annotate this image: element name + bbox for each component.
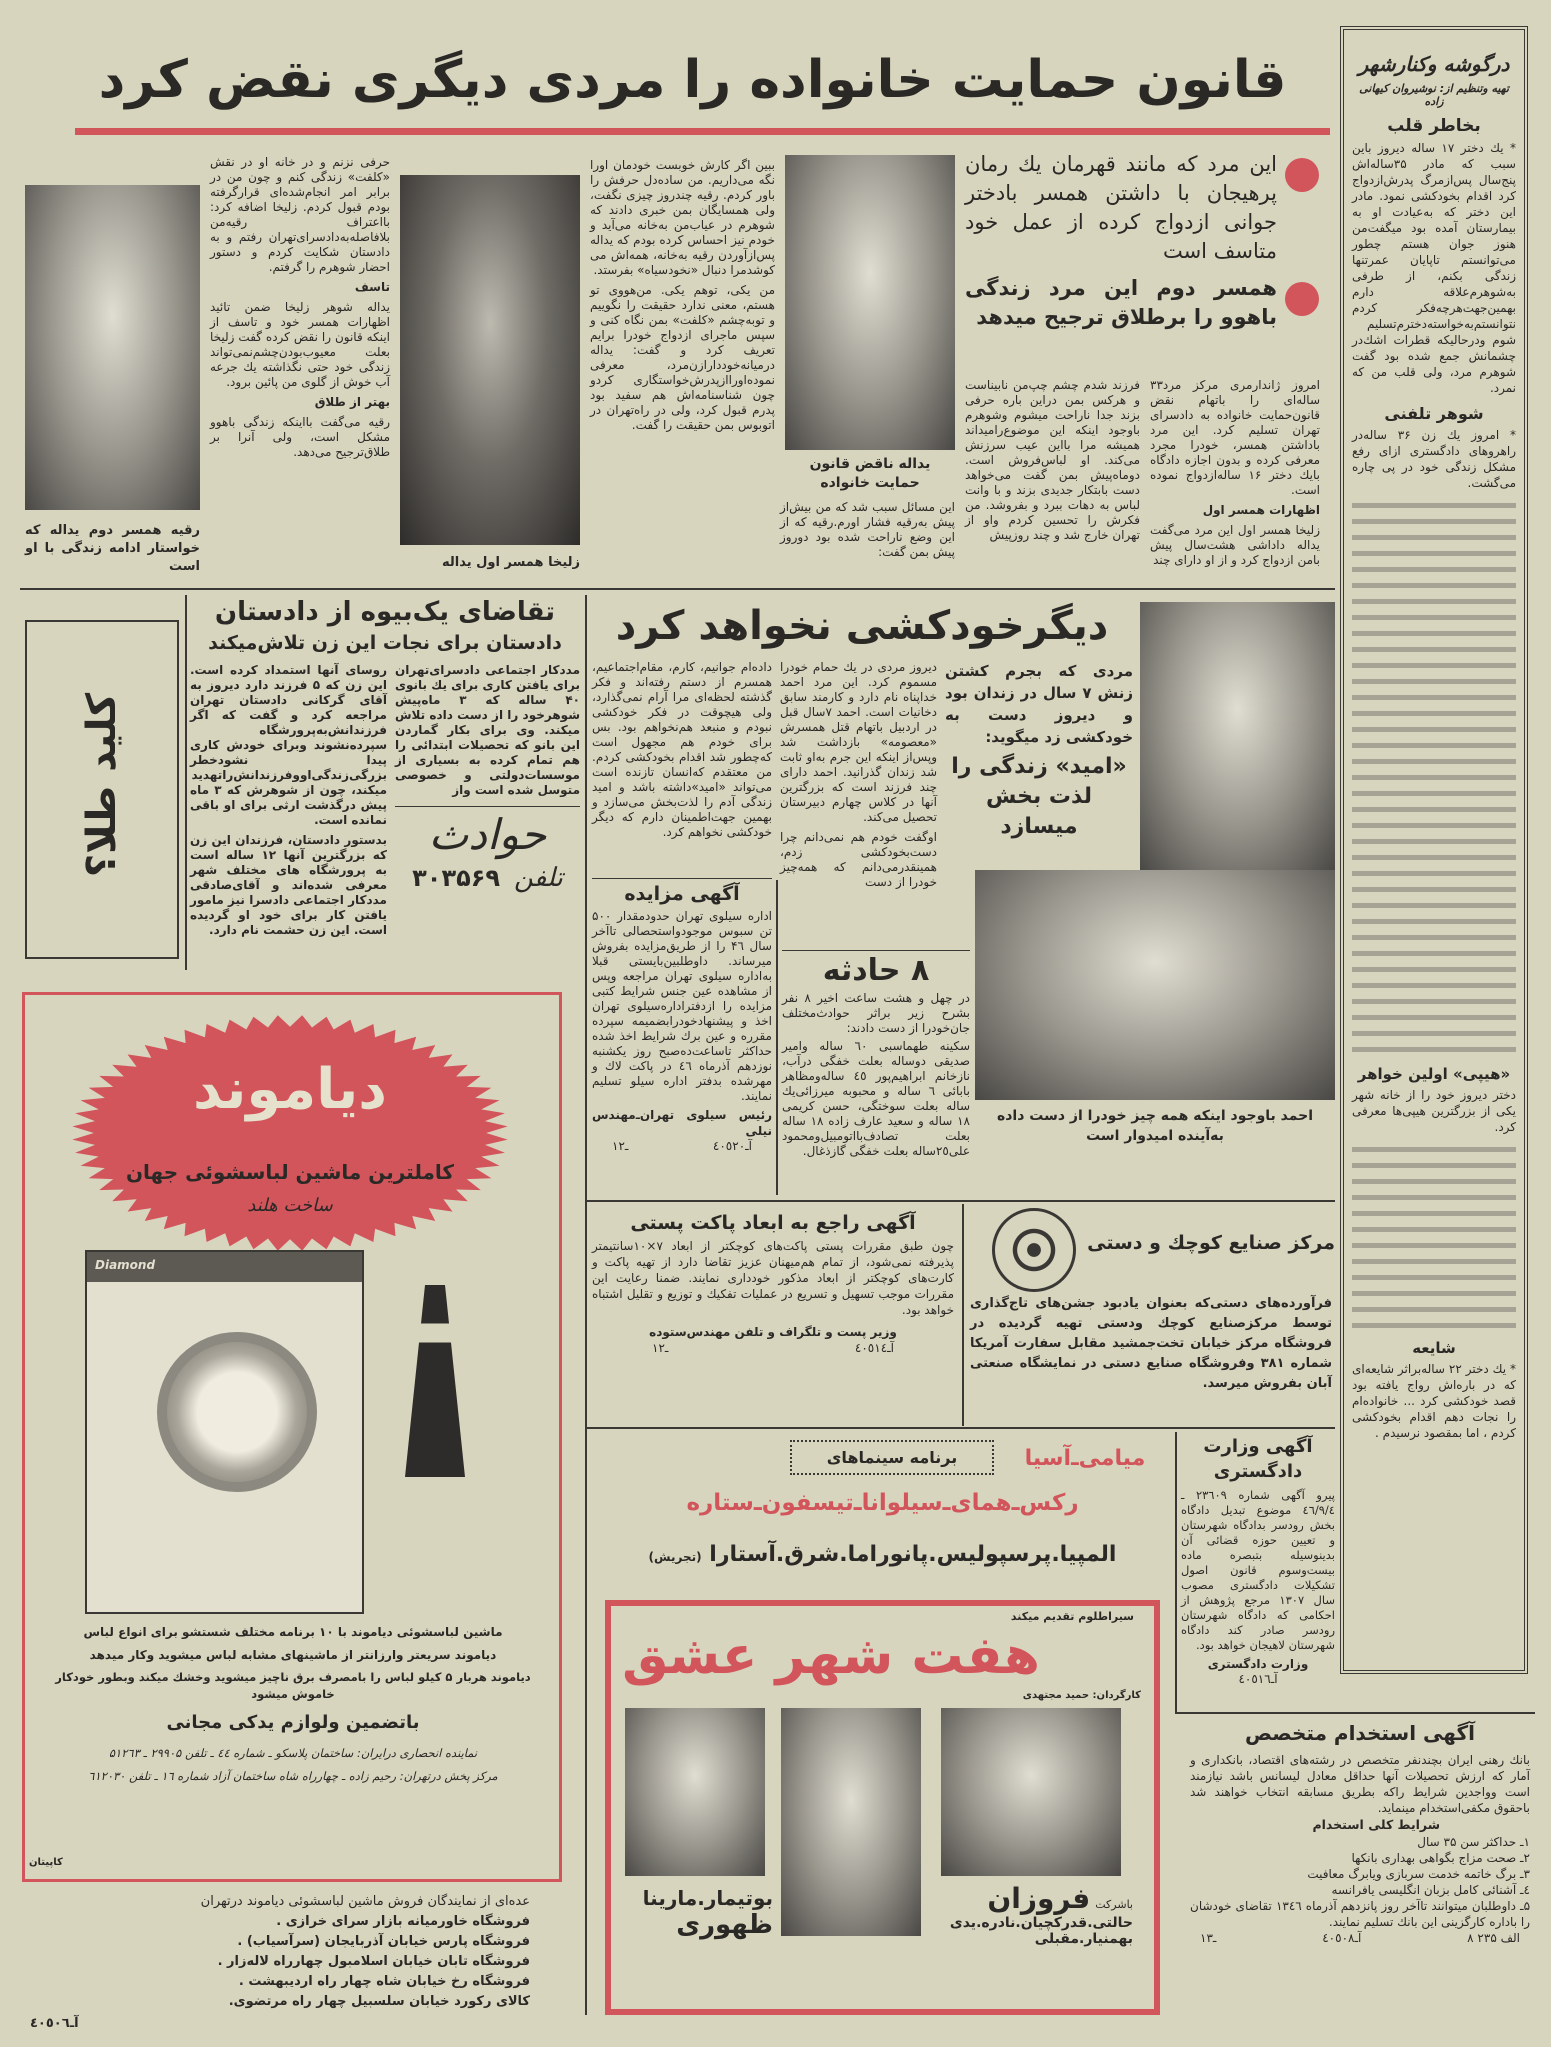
auction-notice-codes	[592, 1139, 772, 1153]
film-still-left	[625, 1708, 765, 1876]
dealers-list	[80, 1892, 530, 2012]
widow-story-column: مددکار اجتماعی دادسرای‌تهران برای یافتن کاری برای یك بانوی ۴۰ ساله که ۳ ماه‌پیش شوهرخود را از دست داده تلاش میکند. وی برای بکار گماردن این بانو که تحصیلات ابتدائی را هم تمام کرده به بسیاری از موسسات‌دولتی و خصوصی متوسل شده است واز	[395, 663, 580, 797]
widow-story-columns	[190, 663, 580, 943]
cinema-program-label: برنامه سینماهای	[790, 1440, 994, 1475]
diamond-origin: ساخت هلند	[247, 1195, 333, 1216]
paragraph: امروز ژاندارمری مرکز مرد۳۳ ساله‌ای را باتهام نقض قانون‌حمایت خانواده به دادسرای تهران تسلیم کرد. این مرد باداشتن همسر، خودرا مجرد معرفی کرده و بدون اجازه دادگاه بایك دختر ۱۶ ساله‌ازدواج نموده است.	[1150, 378, 1320, 497]
photo-ahmad	[1140, 602, 1335, 870]
diamond-distribution: مرکز پخش درتهران: رحیم زاده ـ چهارراه شاه ساختمان آزاد شماره ۱٦ ـ تلفن ٦۱۲۰۳۰	[88, 1769, 498, 1783]
employment-conditions-list	[1190, 1834, 1530, 1930]
woman-illustration	[385, 1285, 485, 1605]
film-cast-left	[621, 1886, 773, 1940]
photo-caption: رقیه همسر دوم یداله که خواستار ادامه زندگی با او است	[25, 523, 200, 574]
accidents-phone-row	[395, 863, 580, 893]
cast-line: حالتی.قدرکچیان.نادره.یدی	[949, 1915, 1133, 1931]
sidebar-byline: تهیه وتنظیم از: نوشیروان کیهانی زاده	[1359, 82, 1509, 108]
employment-ad-text: بانك رهنی ایران بچندنفر متخصص در رشته‌های اقتصاد، بانکداری و آمار که ارزش تحصیلات آنها حداقل معادل لیسانس باشد نیازمند است وواجدین شرایط راکه بطریق مسابقه انتخاب خواهند شد باحقوق مکفی‌استخدام مینماید.	[1190, 1753, 1530, 1815]
cinema-list-names: المپیا.پرسپولیس.پانوراما.شرق.آستارا	[709, 1542, 1117, 1567]
top-story-deck-1: این مرد که مانند قهرمان یك رمان پرهیجان با داشتن همسر بادختر جوانی ازدواج کرده از عمل خود متاسف است	[965, 152, 1277, 263]
column-rule	[962, 1204, 964, 1426]
sidebar-section-text: * امروز یك زن ۳۶ ساله‌در راهروهای دادگستری ازای رفع مشکل زندگی خود در پی چاره می‌گشت.	[1352, 428, 1516, 490]
cast-line: ظهوری	[676, 1910, 773, 1940]
paragraph: ببین اگر کارش خوبست خودمان اورا نگه می‌داریم. من ساده‌دل حرفش را باور کردم. رقیه چندروز چیزی نگفت، ولی همسایگان بمن خبری دادند که شوهرم در عیاب‌من به‌خانه می‌آید و خودم نیز احساس کرده بودم که یداله پس‌ازآوردن رقیه به‌خانه، همه‌اش می کوشدمرا دنبال «نخودسیاه» بفرستد.	[590, 158, 775, 277]
auction-notice	[592, 878, 772, 1153]
column-rule	[585, 595, 587, 2015]
postal-notice-codes	[592, 1341, 954, 1355]
photo-roghieh	[25, 185, 200, 510]
accidents-box	[395, 806, 580, 917]
column-rule	[185, 595, 187, 970]
section-divider	[585, 1427, 1335, 1429]
sidebar-filler-text	[1352, 1141, 1516, 1331]
suicide-story-deck-block	[945, 660, 1133, 842]
sidebar-column-title: درگوشه وکنارشهر	[1358, 52, 1510, 76]
eight-accidents-intro: در چهل و هشت ساعت اخیر ۸ نفر بشرح زیر براثر حوادث‌مختلف جان‌خودرا از دست دادند:	[782, 991, 970, 1035]
top-story-column	[590, 158, 775, 438]
photo-caption: زلیخا همسر اول یداله	[442, 555, 580, 570]
ministry-notice	[1181, 1434, 1335, 1687]
film-still-center	[781, 1708, 921, 1936]
condition-item: ۳ـ برگ خاتمه خدمت سربازی ویابرگ معافیت	[1307, 1867, 1530, 1881]
paragraph: یداله شوهر زلیخا ضمن تائید اظهارات همسر خود و تاسف از اینکه قانون را نقض کرده گفت زلیخا بعلت معیوب‌بودن‌چشم‌نمی‌تواند زندگی خود حتی نگذاشته یك جرعه آب خوش از گلوی من پائین برود.	[210, 300, 390, 389]
cinema-list-line-1: میامی‌ـ‌آسیا	[1024, 1446, 1146, 1471]
paragraph: زلیخا همسر اول این مرد می‌گفت یداله داداشی هشت‌سال پیش بامن ازدواج کرد و از او دارای چند	[1150, 523, 1320, 567]
auction-notice-signature: رئیس سیلوی تهران‌ـ‌مهندس نیلی	[592, 1108, 772, 1138]
washing-machine-illustration	[85, 1250, 364, 1614]
condition-item: ۱ـ حداکثر سن ۳۵ سال	[1417, 1835, 1530, 1849]
top-story-column	[965, 378, 1140, 548]
cinema-list-note: (تجریش)	[648, 1550, 702, 1564]
top-story-column	[210, 155, 390, 465]
eight-accidents-text: سکینه طهماسبی ٦۰ ساله وامیر صدیقی دوساله بعلت خفگی درآب، نازخانم ابراهیم‌پور ٤٥ ساله‌ومظاهر بابائی ٦ ساله و محبوبه میرزائی‌یك ساله بعلت سوختگی، حسن کریمی ۱۸ ساله و سعید عارف زاده ۱۸ ساله بعلت تصادف‌بااتومبیل‌ومحمود علی۲٥ساله بعلت خفگی گازذغال.	[782, 1039, 970, 1158]
sidebar-sections	[1344, 116, 1524, 1441]
diamond-tagline: کاملترین ماشین لباسشوئی جهان	[125, 1160, 455, 1184]
film-cast-right	[933, 1882, 1133, 1947]
film-presenter: سیراطلوم تقدیم میکند	[1010, 1610, 1134, 1623]
dealer-item: فروشگاه رخ خیابان شاه چهار راه اردیبهشت .	[238, 1974, 530, 1989]
suicide-story-headline: دیگرخودکشی نخواهد کرد	[615, 603, 1109, 649]
postal-notice-text: چون طبق مقررات پستی پاکت‌های کوچکتر از ابعاد ۷×۱۰سانتیمتر پذیرفته نمی‌شود، از تمام هم‌میهنان عزیز تقاضا دارد از تهیه پاکت و کارت‌های کوچکتر از ابعاد مذکور خودداری نمایند. ضمنا رعایت این مقررات موجب تسهیل و تسریع در عملیات تفکیك و توزیع و تقلیل اشتباه خواهد بود.	[592, 1239, 954, 1317]
section-divider	[1175, 1712, 1535, 1714]
top-story-column	[1150, 378, 1320, 573]
condition-item: ۲ـ صحت مزاج بگواهی بهداری بانکها	[1351, 1851, 1530, 1865]
eight-accidents-title: ۸ حادثه	[822, 953, 930, 988]
subheading: بهتر از طلاق	[314, 395, 390, 409]
photo-caption: یداله ناقض قانون حمایت خانواده	[809, 456, 931, 491]
film-director: کارگردان: حمید مجتهدی	[1022, 1690, 1141, 1701]
diamond-ad-copy	[43, 1623, 543, 1785]
film-title: هفت شهر عشق	[622, 1626, 1040, 1686]
paragraph: دیروز مردی در یك حمام خودرا مسموم کرد. این مرد احمد خداپناه نام دارد و کارمند سابق دخانیات است. احمد ۷سال قبل در اردبیل باتهام قتل همسرش «معصومه» بازداشت شد وپس‌از اینکه این جرم به‌او ثابت شد زندان گذرانید. احمد دارای چند فرزند است که بزرگترین آنها در کلاس چهارم دبیرستان تحصیل می‌کند.	[780, 660, 937, 824]
diamond-line-3: دیاموند هربار ۵ کیلو لباس را بامصرف برق ناچیز میشوید وخشك میکند وبطور خودکار خاموش میشود	[55, 1670, 531, 1701]
widow-story	[190, 595, 580, 943]
suicide-story-column	[780, 660, 937, 895]
condition-item: ۵ـ داوطلبان میتوانند تاآخر روز پانزدهم آذرماه ۱۳٤٦ تقاضای خودشان را باداره کارگزینی این بانك تسلیم نمایند.	[1190, 1899, 1531, 1929]
cast-line: بوتیمار.مارینا	[642, 1886, 773, 1910]
paragraph: داده‌ام جوانیم، کارم، مقام‌اجتماعیم، همسرم از دستم رفته‌اند و فکر گذشته لحظه‌ای مرا آرام نمی‌گذارد، ولی هیچوقت در فکر خودکشی نبودم و منبعد هم‌نخواهم بود. بس برای خودم هم مجهول است که‌چطور شد اقدام بخودکشی کردم. من معتقدم که‌انسان تازنده است می‌تواند «امید»داشته باشد و امید زندگی آدم را لذت‌بخش می‌سازد و بهمین جهت‌اطمینان دارم که دیگر خودکشی نخواهم کرد.	[592, 660, 772, 839]
sidebar-section-text: * یك دختر ۲۲ ساله‌بر‌اثر شایعه‌ای که در باره‌اش رواج یافته بود قصد خودکشی کرد ... خانواده‌ام را نجات دهم اقدام بخودکشی کردم ، اما بمقصود نرسیدم .	[1352, 1362, 1517, 1440]
top-story-column	[780, 500, 955, 565]
auction-notice-text: اداره سیلوی تهران حدودمقدار ۵۰۰ تن سبوس موجودواستحصالی تاآخر سال ۴٦ را از طریق‌مزایده بفروش میرساند. داوطلبین‌بایستی قبلا به‌اداره سیلوی تهران مراجعه وپس از مشاهده عین جنس شرایط کتبی مزایده را ازدفتراداره‌سیلوی تهران اخذ و پیشنهادخودرابضمیمه سپرده مقرره و عین برك شرایط اخذ شده حداکثر تاساعت‌ده‌صبح روز یکشنبه نوزدهم آذرماه ٤٦ در پاکت لاك و مهرشده بدفتر اداره سیلو تسلیم نمایند.	[592, 909, 773, 1103]
sidebar-section-title: شایعه	[1412, 1339, 1456, 1357]
column-rule	[776, 880, 778, 1195]
postal-notice-signature: وزیر پست و تلگراف و تلفن مهندس‌ستوده	[649, 1325, 897, 1339]
handicraft-ad-title: مرکز صنایع کوچك و دستی	[1087, 1232, 1335, 1254]
employment-ad-codes	[1190, 1930, 1530, 1947]
handicraft-emblem-icon	[992, 1208, 1076, 1292]
sidebar-section-text: دختر دیروز خود را از خانه‌ شهر یکی از بزرگترین هیپی‌ها معرفی کرد.	[1352, 1088, 1516, 1134]
paragraph: روسای آنها استمداد کرده است. این زن که ۵ فرزند دارد دیروز به آقای گرکانی دادستان تهران مراجعه کرد و گفت که اگر فرزندانش‌به‌پرورشگاه سپرده‌نشوند وبرای خودش کاری پیدا نشودخطر بزرگی‌زندگی‌اووفرزندانش‌راتهدید میکند، چون از شوهرش که ۳ ماه پیش درگذشت ارثی برای او باقی نمانده است.	[190, 663, 387, 827]
ministry-notice-code: آـ٤٠٥١٦	[1238, 1672, 1278, 1686]
section-divider	[20, 588, 1335, 590]
ministry-notice-text: پیرو آگهی شماره ۲۳٦۰۹ ـ ٤٦/۹/٤ موضوع تبدیل دادگاه بخش رودسر بدادگاه شهرستان و تعیین حوزه قضائی آن بدینوسیله بتبصره ماده بیست‌وسوم قانون اصول تشکیلات دادگستری مصوب سال ۱۳۰۷ مرجع پژوهش از احکامی که دادگاه شهرستان رودسر صادر کند دادگاه شهرستان لاهیجان خواهد بود.	[1181, 1488, 1336, 1652]
eight-accidents	[782, 950, 970, 1159]
subheading: اظهارات همسر اول	[1202, 503, 1320, 517]
postal-notice-code: آـ٤٠٥١٤	[854, 1341, 894, 1355]
ministry-notice-signature: وزارت دادگستری	[1207, 1657, 1309, 1671]
dealers-code: آـ٤٠٥٠٦	[30, 2016, 79, 2031]
auction-notice-code: آـ٤٠٥٢٠	[712, 1139, 752, 1153]
sidebar-section-title: «هیپی» اولین خواهر	[1357, 1065, 1511, 1083]
headline-red-rule	[75, 128, 1330, 135]
photo-ahmad-lower	[975, 870, 1335, 1100]
employment-ad	[1190, 1718, 1530, 1947]
cast-line: بهمنیار.مقبلی	[1034, 1931, 1133, 1947]
postal-notice-title: آگهی راجع به ابعاد پاکت پستی	[630, 1212, 916, 1234]
employment-ad-title: آگهی استخدام متخصص	[1245, 1721, 1475, 1745]
widow-story-headline: تقاضای یک‌بیوه از دادستان	[214, 597, 556, 627]
golden-key-ad	[25, 620, 179, 959]
dealers-intro: عده‌ای از نمایندگان فروش ماشین لباسشوئی دیاموند درتهران	[200, 1894, 530, 1909]
machine-door	[157, 1332, 317, 1492]
postal-notice	[592, 1208, 954, 1355]
employment-ad-series: ۱ـ۳	[1200, 1931, 1217, 1945]
subheading: تاسف	[354, 280, 390, 294]
starburst-shape	[70, 1013, 510, 1253]
dealer-item: فروشگاه پارس خیابان آذربایجان (سرآسیاب) .	[237, 1934, 530, 1949]
paragraph: حرفی نزنم و در خانه او در نقش «کلفت» زندگی کنم و چون من در برابر امر انجام‌شده‌ای قرارگرفته بودم قبول کردم. زلیخا اضافه کرد: بااعتراف رقیه‌من بلافاصله‌به‌دادسرای‌تهران رفتم و به دادستان شکایت کردم و دستور احضار شوهرم را گرفتم.	[210, 155, 390, 274]
employment-ad-ref: الف ۲۳۵ ۸	[1467, 1931, 1520, 1945]
diamond-agent: نماینده انحصاری درایران: ساختمان پلاسکو ـ شماره ٤٤ ـ تلفن ۲۹۹۰۵ ـ ۵۱۲٦۳	[108, 1746, 478, 1760]
cast-prefix: باشرکت	[1095, 1898, 1133, 1911]
suicide-story-column	[592, 660, 772, 845]
sidebar-section-title: بخاطر قلب	[1387, 116, 1481, 136]
employment-ad-code: آـ٤٠٥٠۸	[1322, 1931, 1362, 1945]
sidebar-column-box	[1340, 26, 1528, 1674]
accidents-phone-label: تلفن	[514, 863, 563, 893]
diamond-guarantee: باتضمین ولوازم یدکی مجانی	[166, 1712, 420, 1733]
widow-story-left-column	[190, 663, 387, 943]
red-bullet	[1285, 282, 1319, 316]
dealer-item: فروشگاه خاورمیانه بازار سرای خرازی .	[276, 1914, 530, 1929]
machine-brand-label: Diamond	[95, 1258, 156, 1272]
widow-story-subhead: دادستان برای نجات این زن تلاش‌میکند	[208, 632, 562, 654]
accidents-phone-number: ۳۰۳۵۶۹	[412, 864, 501, 892]
cinema-list-line-3	[595, 1542, 1170, 1567]
paragraph: این مسائل سبب شد که من بیش‌از پیش به‌رقیه فشار اورم.رقیه که از این وضع ناراحت شده بود دوروز پیش بمن گفت:	[780, 500, 955, 559]
photo-yadollah	[785, 155, 955, 450]
photo-caption: احمد باوجود اینکه همه چیز خودرا از دست داده به‌آینده امیدوار است	[996, 1108, 1314, 1144]
paragraph: اوگفت خودم هم نمی‌دانم چرا دست‌بخودکشی زدم، همینقدرمی‌دانم که همه‌چیز خودرا از دست	[780, 830, 937, 889]
red-bullet	[1285, 158, 1319, 192]
column-rule	[1175, 1432, 1177, 1712]
diamond-brand: دیاموند	[193, 1057, 387, 1122]
diamond-line-1: ماشین لباسشوئی دیاموند با ۱۰ برنامه‌ مختلف شستشو برای انواع لباس	[83, 1625, 503, 1639]
ministry-notice-title: آگهی وزارت دادگستری	[1203, 1436, 1313, 1482]
paragraph: فرزند شدم چشم چپ‌من نابیناست و هرکس بمن دراین باره حرفی بزند جدا ناراحت میشوم وشوهرم باوجود اینکه این موضوع‌رامیداند همیشه مرا بااین عیب سرزنش می‌کند. او لباس‌فروش است. دوماه‌پیش بمن گفت می‌خواهد دست بابتکار جدیدی بزند و با وانت لباس به دهات ببرد و بفروشد. من فکرش را تحسین کردم واو از تهران خارج شد و چند روزپیش	[965, 378, 1140, 542]
suicide-story-deck: مردی که بجرم کشتن زنش ۷ سال در زندان بود و دیروز دست به خودکشی زد میگوید:	[945, 662, 1133, 746]
handicraft-ad-text: فرآورده‌های دستی‌که بعنوان یادبود جشن‌های تاج‌گذاری توسط مرکزصنایع کوچك ودستی تهیه گردیده در فروشگاه مرکز خیابان تخت‌جمشید مقابل سفارت آمریکا شماره ۳۸۱ وفروشگاه صنایع دستی در نمایشگاه صنعتی آبان بفروش میرسد.	[970, 1296, 1332, 1391]
postal-notice-series: ۱ـ۲	[652, 1341, 669, 1355]
cast-lead: فروزان	[987, 1882, 1091, 1915]
dealer-item: کالای رکورد خیابان سلسبیل چهار راه مرتضوی.	[228, 1994, 530, 2009]
agency-mark: کاپیتان	[29, 1857, 63, 1868]
sidebar-section-title: شوهر تلفنی	[1384, 404, 1484, 423]
condition-item: ٤ـ آشنائی کامل بزبان انگلیسی یافرانسه	[1331, 1883, 1530, 1897]
paragraph: رقیه می‌گفت بااینکه زندگی باهوو مشکل است، ولی آنرا بر طلاق‌ترجیح می‌دهد.	[210, 415, 390, 459]
golden-key-ad-text: کلید طلا؟	[79, 692, 125, 878]
paragraph: بدستور دادستان، فرزندان این زن که بزرگترین آنها ۱۲ ساله است به پرورشگاه های مختلف شهر معرفی شده‌اند و آقای‌صادقی مددکار اجتماعی دادسرا نیز مامور یافتن کار برای خود او گردیده است. این زن حشمت نام دارد.	[190, 833, 387, 937]
accidents-title: حوادث	[428, 810, 547, 859]
photo-zoleikha	[400, 175, 580, 545]
auction-notice-title: آگهی مزایده	[624, 883, 740, 905]
cinema-list-line-2: رکس‌ـ‌همای‌ـ‌سیلوانا‌ـ‌تیسفون‌ـ‌ستاره	[686, 1490, 1079, 1516]
diamond-ad-box	[22, 992, 562, 1882]
sidebar-filler-text	[1352, 497, 1516, 1057]
employment-conditions-title: شرایط کلی استخدام	[1312, 1817, 1440, 1832]
paragraph: من یکی، توهم یکی. من‌هووی تو هستم، معنی ندارد حقیقت را نگوییم و توبه‌چشم «کلفت» بمن نگاه کنی و سپس ماجرای ازدواج خودرا برایم تعریف کرد و گفت: یداله درمیانه‌خوددارازن‌مرد، معرفی نموده‌اورا‌ازپدرش‌خواستگاری کردو چون شناسنامه‌اش هم سفید بود پدرم قبول کرد، ولی در راه‌تهران در اتوبوس بمن حقیقت را گفت.	[590, 283, 775, 432]
diamond-line-2: دیاموند سریعتر وارزانتر از ماشینهای مشابه لباس میشوید وکار میدهد	[89, 1648, 497, 1662]
main-headline: قانون حمایت خانواده را مردی دیگری نقض کرد	[98, 50, 1287, 110]
dealer-item: فروشگاه تابان خیابان اسلامبول چهارراه لاله‌زار .	[217, 1954, 530, 1969]
film-still-right	[941, 1708, 1121, 1876]
auction-notice-series: ۱ـ۲	[612, 1139, 629, 1153]
film-ad-box	[605, 1600, 1160, 2015]
top-story-deck-2: همسر دوم این مرد زندگی باهوو را برطلاق ترجیح میدهد	[965, 276, 1277, 329]
top-story-decks	[965, 150, 1277, 332]
widow-story-right-column	[395, 663, 580, 943]
sidebar-section-text: * یك دختر ۱۷ ساله دیروز باین سبب که مادر ۳۵ساله‌اش پنج‌سال پس‌ازمرگ پدرش‌ازدواج کرد اقدام بخودکشی نمود. مادر این دختر که به‌عیادت او به بیمارستان آمده بود میگفت‌من هنوز جوان هستم چطور می‌توانستم تاپایان عمرتنها زندگی بکنم، از طرفی به‌شوهرم‌علاقه دارم بهمین‌جهت‌هرچه‌فکر کردم نتوانستم‌به‌خواسته‌دخترم‌تسلیم شوم ودرحالیکه قطرات اشك‌در چشمانش جمع شده بود گفت شوهرم مرد، ولی قلب من که نمرد.	[1352, 141, 1517, 395]
section-divider	[585, 1200, 1335, 1202]
suicide-story-pull-quote: «امید» زندگی را لذت بخش میسازد	[951, 754, 1127, 839]
